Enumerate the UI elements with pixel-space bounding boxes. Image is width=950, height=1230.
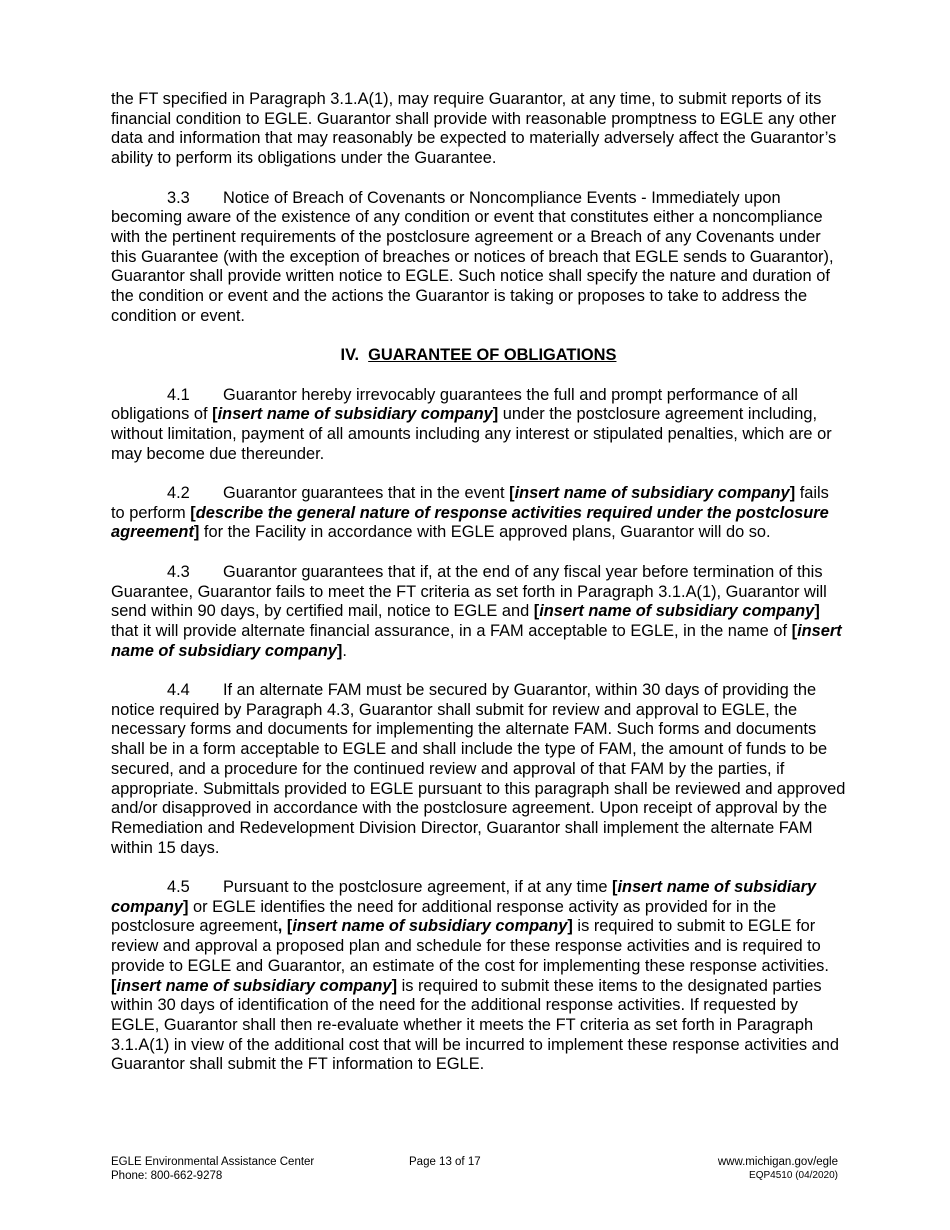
paragraph-text: Notice of Breach of Covenants or Noncompliance Events - Immediately upon becoming aware of the existence of any condition or event that constitutes either a noncompliance with the pertinent requirements of the postclosure agreement or a Breach of any Covenants under this Guarantee (with the exception of breaches or notices of breach that EGLE sends to Guarantor), Guarantor shall provide written notice to EGLE. Such notice shall specify the nature and duration of the condition or event and the actions the Guarantor is taking or proposes to take to address the condition or event. xyxy=(111,188,834,325)
footer-phone: Phone: 800-662-9278 xyxy=(111,1170,223,1182)
paragraph-text: the FT specified in Paragraph 3.1.A(1), may require Guarantor, at any time, to submit reports of its financial condition to EGLE. Guarantor shall provide with reasonable promptness to EGLE any other data and information that may reasonably be expected to materially adversely affect the Guarantor’s ability to perform its obligations under the Guarantee. xyxy=(111,90,837,168)
placeholder-text: insert name of subsidiary company xyxy=(111,878,817,916)
punctuation: , xyxy=(277,917,283,936)
paragraph-text: for the Facility in accordance with EGLE approved plans, Guarantor will do so. xyxy=(199,523,771,542)
placeholder-text: insert name of subsidiary company xyxy=(292,917,568,936)
paragraph-text: . xyxy=(342,641,347,660)
placeholder-text: insert name of subsidiary company xyxy=(217,405,493,424)
placeholder-text: describe the general nature of response activities required under the postclosure agreement xyxy=(111,503,829,542)
paragraph-text: Guarantor guarantees that if, at the end of any fiscal year before termination of this Guarantee, Guarantor fails to meet the FT criteria as set forth in Paragraph 3.1.A(1), Guarantor will send within 90 days, by certified mail, notice to EGLE and xyxy=(111,562,827,621)
paragraph-intro xyxy=(111,90,846,169)
section-heading xyxy=(111,346,846,366)
paragraph-text: Guarantor guarantees that in the event xyxy=(223,484,510,502)
placeholder-text: insert name of subsidiary company xyxy=(539,602,815,621)
footer-meta xyxy=(718,1155,838,1183)
footer-url[interactable]: www.michigan.gov/egle xyxy=(717,1156,838,1168)
paragraph-4-3: 4.3 Guarantor guarantees that if, at the end of any fiscal year before termination of this Guarantee, Guarantor fails to meet the FT criteria as set forth in Paragraph 3.1.A(1), Guarantor will send within 90 days, by certified mail, notice to EGLE and [insert name of subsidiary company] that it will provide alternate financial assurance, in a FAM acceptable to EGLE, in the name of [insert name of subsidiary company]. xyxy=(111,562,842,660)
paragraph-text: is required to submit these items to the designated parties within 30 days of identification of the need for the additional response activities. If requested by EGLE, Guarantor shall then re-evaluate whether it meets the FT criteria as set forth in Paragraph 3.1.A(1) in view of the additional cost that will be incurred to implement these response activities and Guarantor shall submit the FT information to EGLE. xyxy=(111,976,839,1074)
paragraph-4-5: 4.5 Pursuant to the postclosure agreement, if at any time [insert name of subsidiary company] or EGLE identifies the need for additional response activity as provided for in the postclosure agreement, [insert name of subsidiary company] is required to submit to EGLE for review and approval a proposed plan and schedule for these response activities and is required to provide to EGLE and Guarantor, an estimate of the cost for implementing these response activities. [insert name of subsidiary company] is required to submit these items to the designated parties within 30 days of identification of the need for the additional response activities. If requested by EGLE, Guarantor shall then re-evaluate whether it meets the FT criteria as set forth in Paragraph 3.1.A(1) in view of the additional cost that will be incurred to implement these response activities and Guarantor shall submit the FT information to EGLE. xyxy=(111,878,839,1074)
footer-page-number: Page 13 of 17 xyxy=(409,1156,481,1168)
paragraph-4-2: 4.2 Guarantor guarantees that in the event [insert name of subsidiary company] fails to perform [describe the general nature of response activities required under the postclosure agreement] for the Facility in accordance with EGLE approved plans, Guarantor will do so. xyxy=(111,484,829,542)
section-title: GUARANTEE OF OBLIGATIONS xyxy=(368,346,617,365)
paragraph-text: is required to submit to EGLE for review and approval a proposed plan and schedule for these response activities and is required to provide to EGLE and Guarantor, an estimate of the cost for implementing these response activities. xyxy=(111,917,829,975)
paragraph-number: 4.1 xyxy=(167,385,190,404)
placeholder-text: insert name of subsidiary company xyxy=(111,621,842,660)
footer-org: EGLE Environmental Assistance Center xyxy=(111,1156,315,1168)
placeholder-text: insert name of subsidiary company xyxy=(116,976,392,995)
paragraph-number: 4.4 xyxy=(167,681,190,699)
footer-form-code: EQP4510 (04/2020) xyxy=(749,1170,838,1181)
document-body xyxy=(111,90,846,1095)
paragraph-number: 3.3 xyxy=(167,188,190,207)
paragraph-number: 4.3 xyxy=(167,562,190,581)
paragraph-4-1: 4.1 Guarantor hereby irrevocably guarantees the full and prompt performance of all obligations of [insert name of subsidiary company] under the postclosure agreement including, without limitation, payment of all amounts including any interest or stipulated penalties, which are or may become due thereunder. xyxy=(111,385,832,463)
footer-contact xyxy=(111,1155,314,1183)
paragraph-text: Guarantor hereby irrevocably guarantees the full and prompt performance of all obligations of xyxy=(111,385,798,424)
paragraph-number: 4.5 xyxy=(167,878,190,897)
paragraph-text: Pursuant to the postclosure agreement, if at any time xyxy=(223,878,613,897)
placeholder-text: insert name of subsidiary company xyxy=(514,484,790,502)
paragraph-number: 4.2 xyxy=(167,484,190,502)
section-number: IV. xyxy=(340,346,360,365)
paragraph-text: If an alternate FAM must be secured by Guarantor, within 30 days of providing the notice required by Paragraph 4.3, Guarantor shall submit for review and approval to EGLE, the necessary forms and documents for implementing the alternate FAM. Such forms and documents shall be in a form acceptable to EGLE and shall include the type of FAM, the amount of funds to be secured, and a procedure for the continued review and approval of that FAM by the parties, if appropriate. Submittals provided to EGLE pursuant to this paragraph shall be reviewed and approved and/or disapproved in accordance with the postclosure agreement. Upon receipt of approval by the Remediation and Redevelopment Division Director, Guarantor shall implement the alternate FAM within 15 days. xyxy=(111,681,846,857)
paragraph-text: under the postclosure agreement including, without limitation, payment of all amounts including any interest or stipulated penalties, which are or may become due thereunder. xyxy=(111,405,832,463)
paragraph-3-3 xyxy=(111,189,846,327)
paragraph-text: that it will provide alternate financial assurance, in a FAM acceptable to EGLE, in the name of xyxy=(111,621,792,640)
paragraph-text: fails to perform xyxy=(111,484,829,522)
paragraph-4-4 xyxy=(111,681,846,858)
paragraph-text: or EGLE identifies the need for additional response activity as provided for in the postclosure agreement xyxy=(111,897,777,936)
